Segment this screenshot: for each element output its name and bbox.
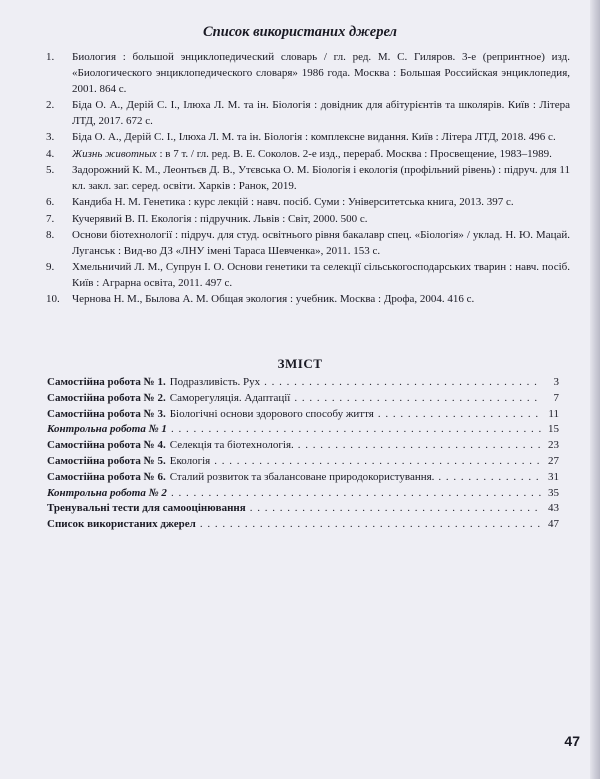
toc-entry[interactable] [47,439,559,455]
reference-number: 4. [46,147,55,160]
toc-leader-dots [298,439,541,451]
reference-item [46,147,570,163]
reference-item [46,163,570,195]
reference-text: Биология : большой энциклопедический словарь / гл. ред. М. С. Гиляров. 3-е (репринтное) изд. «Биологического энциклопедического словаря» 1986 года. Москва : Большая Российская энциклопедия, 2001. 864 с. [72,51,570,95]
toc-leader-dots [214,455,541,467]
toc-entry[interactable] [47,455,559,471]
toc-entry-description: Подразливість. Рух [169,376,261,388]
toc-entry-page: 15 [548,423,559,436]
reference-text: Хмельничий Л. М., Супрун І. О. Основи генетики та селекції сільськогосподарських тварин : навч. посіб. Київ : Аграрна освіта, 2011. 497 с. [72,261,570,289]
reference-number: 8. [46,228,55,241]
reference-number: 9. [46,261,55,274]
toc-entry-description: Сталий розвиток та збалансоване природокористування. [169,470,435,483]
toc-leader-dots [264,376,541,388]
reference-item [46,130,570,146]
toc-title: ЗМІСТ [277,356,323,371]
toc-entry-description: Екологія [169,454,211,467]
reference-text: Кучерявий В. П. Екологія : підручник. Львів : Світ, 2000. 500 с. [72,212,368,225]
reference-text: Чернова Н. М., Былова А. М. Общая экология : учебник. Москва : Дрофа, 2004. 416 с. [72,293,475,306]
toc-entry-page: 11 [548,407,559,420]
toc-entry[interactable] [47,376,559,392]
toc-entry-page: 47 [548,518,559,531]
reference-text: Кандиба Н. М. Генетика : курс лекцій : навч. посіб. Суми : Університетська книга, 2013. 397 с. [72,196,514,209]
toc-entry[interactable] [47,502,559,518]
reference-number: 7. [46,212,55,225]
toc-entry-label: Самостійна робота № 5. [47,454,166,467]
toc-leader-dots [438,471,541,483]
reference-item [46,50,570,97]
reference-italic-title: Жизнь животных [72,147,157,160]
toc-entry-label: Самостійна робота № 2. [47,391,166,404]
toc-entry[interactable] [47,423,559,439]
reference-text: Основи біотехнології : підруч. для студ. освітнього рівня бакалавр спец. «Біологія» / уклад. Н. Ю. Мацай. Луганськ : Вид-во ДЗ «ЛНУ імені Тараса Шевченка», 2011. 153 с. [72,228,570,257]
toc-entry-label: Контрольна робота № 1 [47,423,167,436]
toc-entry[interactable] [47,471,559,487]
reference-number: 2. [46,98,55,111]
toc-entry-page: 27 [548,454,559,467]
references-title: Список використаних джерел [203,24,397,40]
toc-entry-label: Самостійна робота № 4. [47,439,166,452]
table-of-contents [47,376,559,534]
toc-entry-label: Тренувальні тести для самооцінювання [47,502,246,515]
reference-text: Біда О. А., Дерій С. І., Ілюха Л. М. та ін. Біологія : комплексне видання. Київ : Літера ЛТД, 2018. 496 с. [72,131,556,144]
toc-entry-label: Список використаних джерел [47,518,196,531]
toc-entry-page: 7 [553,391,559,404]
reference-item [46,98,570,130]
toc-entry-page: 43 [548,502,559,515]
reference-item [46,228,570,260]
reference-number: 3. [46,131,55,144]
toc-entry-label: Самостійна робота № 1. [47,376,166,388]
reference-item [46,212,570,228]
toc-entry-page: 3 [553,376,559,388]
toc-entry-label: Самостійна робота № 6. [47,470,166,483]
toc-entry[interactable] [47,487,559,503]
toc-leader-dots [171,487,541,499]
toc-entry-page: 35 [548,486,559,499]
toc-entry-page: 31 [548,470,559,483]
reference-text: : в 7 т. / гл. ред. В. Е. Соколов. 2-е изд., перераб. Москва : Просвещение, 1983–1989. [156,147,552,160]
toc-leader-dots [250,502,541,514]
reference-text: Біда О. А., Дерій С. І., Ілюха Л. М. та ін. Біологія : довідник для абітурієнтів та школярів. Київ : Літера ЛТД, 2017. 672 с. [72,98,570,127]
references-list [46,50,570,309]
reference-item [46,292,570,308]
page-number: 47 [564,733,580,749]
toc-leader-dots [200,518,541,530]
toc-entry-description: Біологічні основи здорового способу життя [169,407,374,420]
toc-leader-dots [378,408,541,420]
reference-number: 10. [46,293,60,306]
toc-entry[interactable] [47,392,559,408]
toc-entry-page: 23 [548,439,559,452]
reference-number: 1. [46,51,55,63]
reference-text: Задорожний К. М., Леонтьєв Д. В., Утєвська О. М. Біологія і екологія (профільний рівень) : підруч. для 11 кл. закл. заг. серед. освіти. Харків : Ранок, 2019. [72,163,570,192]
reference-number: 5. [46,163,55,176]
reference-item [46,260,570,292]
scan-edge-shadow [590,0,600,779]
toc-leader-dots [171,423,541,435]
toc-leader-dots [294,392,541,404]
toc-entry-description: Саморегуляція. Адаптації [169,391,291,404]
reference-item [46,195,570,211]
toc-entry[interactable] [47,408,559,424]
toc-entry-label: Самостійна робота № 3. [47,407,166,420]
toc-entry-label: Контрольна робота № 2 [47,486,167,499]
toc-entry-description: Селекція та біотехнологія. [169,439,294,452]
toc-entry[interactable] [47,518,559,534]
reference-number: 6. [46,196,55,209]
